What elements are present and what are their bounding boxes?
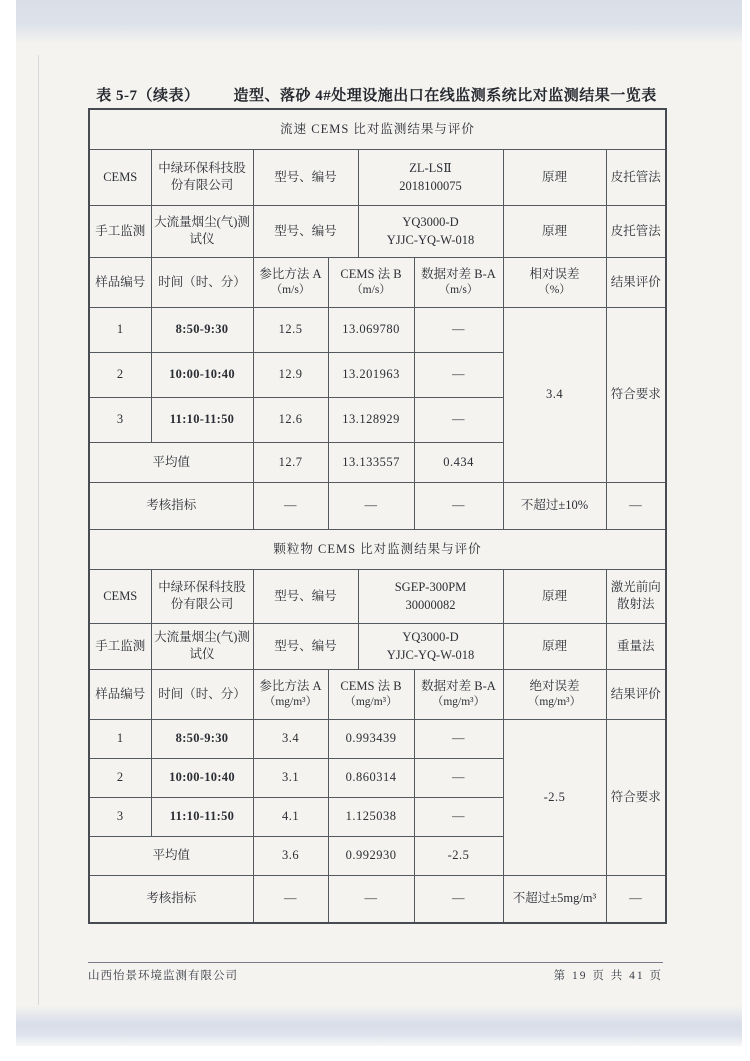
section2-average-diff: -2.5 [414,836,503,875]
section2-assessment-evaluation: — [606,875,666,923]
section1-col-time: 时间（时、分） [151,257,253,307]
section2-col-sample: 样品编号 [89,669,151,719]
table-row [89,719,666,758]
section2-manual-vendor: 大流量烟尘(气)测试仪 [151,623,253,669]
table-row [89,307,666,352]
section2-col-cems: CEMS 法 B （mg/m³） [328,669,414,719]
section2-row3-time: 11:10-11:50 [151,797,253,836]
section1-assessment-cems: — [328,482,414,529]
section1-row3-no: 3 [89,397,151,442]
section2-manual-model-value: YQ3000-D YJJC-YQ-W-018 [358,623,503,669]
section2-row1-ref: 3.4 [253,719,328,758]
section1-cems-model-label: 型号、编号 [253,149,358,205]
section1-title: 流速 CEMS 比对监测结果与评价 [89,109,666,149]
section1-manual-role: 手工监测 [89,205,151,257]
section2-cems-principle-label: 原理 [503,569,606,623]
page-fold-line [38,55,39,1005]
section2-row3-no: 3 [89,797,151,836]
section1-assessment-diff: — [414,482,503,529]
section1-manual-model-value: YQ3000-D YJJC-YQ-W-018 [358,205,503,257]
section2-assessment-ref: — [253,875,328,923]
section2-row1-cems: 0.993439 [328,719,414,758]
section1-row2-diff: — [414,352,503,397]
section1-row2-ref: 12.9 [253,352,328,397]
section1-assessment-evaluation: — [606,482,666,529]
section1-manual-principle-label: 原理 [503,205,606,257]
section2-row3-diff: — [414,797,503,836]
section2-row1-time: 8:50-9:30 [151,719,253,758]
section2-manual-principle-value: 重量法 [606,623,666,669]
section2-cems-model-label: 型号、编号 [253,569,358,623]
table-caption [88,84,665,105]
section2-row3-ref: 4.1 [253,797,328,836]
section2-col-result: 结果评价 [606,669,666,719]
section2-assessment-error: 不超过±5mg/m³ [503,875,606,923]
section2-cems-model-value: SGEP-300PM 30000082 [358,569,503,623]
section1-row3-cems: 13.128929 [328,397,414,442]
section2-cems-principle-value: 激光前向散射法 [606,569,666,623]
section2-assessment-diff: — [414,875,503,923]
section1-row1-time: 8:50-9:30 [151,307,253,352]
section1-evaluation: 符合要求 [606,307,666,482]
scan-artifact-top [16,0,742,44]
footer-pagination: 第 19 页 共 41 页 [553,970,663,982]
table-row [89,482,666,529]
section2-evaluation: 符合要求 [606,719,666,875]
section2-manual-role: 手工监测 [89,623,151,669]
section1-col-sample: 样品编号 [89,257,151,307]
section1-col-error: 相对误差 （%） [503,257,606,307]
section1-manual-principle-value: 皮托管法 [606,205,666,257]
section2-assessment-cems: — [328,875,414,923]
section1-row2-no: 2 [89,352,151,397]
section2-manual-model-label: 型号、编号 [253,623,358,669]
section2-average-label: 平均值 [89,836,253,875]
section2-manual-principle-label: 原理 [503,623,606,669]
section1-manual-vendor: 大流量烟尘(气)测试仪 [151,205,253,257]
section2-title: 颗粒物 CEMS 比对监测结果与评价 [89,529,666,569]
section1-row2-time: 10:00-10:40 [151,352,253,397]
section2-row2-no: 2 [89,758,151,797]
section2-col-error: 绝对误差 （mg/m³） [503,669,606,719]
table-row [89,875,666,923]
section2-average-ref: 3.6 [253,836,328,875]
section2-col-time: 时间（时、分） [151,669,253,719]
section2-row2-diff: — [414,758,503,797]
section1-cems-vendor: 中绿环保科技股份有限公司 [151,149,253,205]
section2-cems-role: CEMS [89,569,151,623]
footer-divider [88,962,663,963]
section1-row3-time: 11:10-11:50 [151,397,253,442]
section1-col-cems: CEMS 法 B （m/s） [328,257,414,307]
section1-average-label: 平均值 [89,442,253,482]
section1-assessment-ref: — [253,482,328,529]
section1-assessment-label: 考核指标 [89,482,253,529]
section2-row2-time: 10:00-10:40 [151,758,253,797]
section1-row1-diff: — [414,307,503,352]
section1-col-diff: 数据对差 B-A （m/s） [414,257,503,307]
section1-error-value: 3.4 [503,307,606,482]
section1-manual-model-label: 型号、编号 [253,205,358,257]
section1-col-ref: 参比方法 A （m/s） [253,257,328,307]
footer-company: 山西怡景环境监测有限公司 [88,970,238,982]
section2-error-value: -2.5 [503,719,606,875]
section2-row1-diff: — [414,719,503,758]
section2-row2-cems: 0.860314 [328,758,414,797]
section2-col-ref: 参比方法 A （mg/m³） [253,669,328,719]
section1-row3-ref: 12.6 [253,397,328,442]
section1-row3-diff: — [414,397,503,442]
section1-row1-cems: 13.069780 [328,307,414,352]
table-label: 表 5-7（续表） [96,88,200,104]
section1-row1-no: 1 [89,307,151,352]
section1-cems-role: CEMS [89,149,151,205]
section1-row2-cems: 13.201963 [328,352,414,397]
section2-average-cems: 0.992930 [328,836,414,875]
section2-row3-cems: 1.125038 [328,797,414,836]
section1-average-ref: 12.7 [253,442,328,482]
section1-cems-principle-label: 原理 [503,149,606,205]
section1-cems-principle-value: 皮托管法 [606,149,666,205]
section2-col-diff: 数据对差 B-A （mg/m³） [414,669,503,719]
section2-cems-vendor: 中绿环保科技股份有限公司 [151,569,253,623]
section1-average-diff: 0.434 [414,442,503,482]
table-title: 造型、落砂 4#处理设施出口在线监测系统比对监测结果一览表 [233,88,657,104]
comparison-table [88,108,667,924]
section1-row1-ref: 12.5 [253,307,328,352]
section1-average-cems: 13.133557 [328,442,414,482]
section1-cems-model-value: ZL-LSⅡ 2018100075 [358,149,503,205]
section2-row2-ref: 3.1 [253,758,328,797]
section2-assessment-label: 考核指标 [89,875,253,923]
section1-assessment-error: 不超过±10% [503,482,606,529]
scan-artifact-bottom [16,1006,742,1046]
section2-row1-no: 1 [89,719,151,758]
section1-col-result: 结果评价 [606,257,666,307]
